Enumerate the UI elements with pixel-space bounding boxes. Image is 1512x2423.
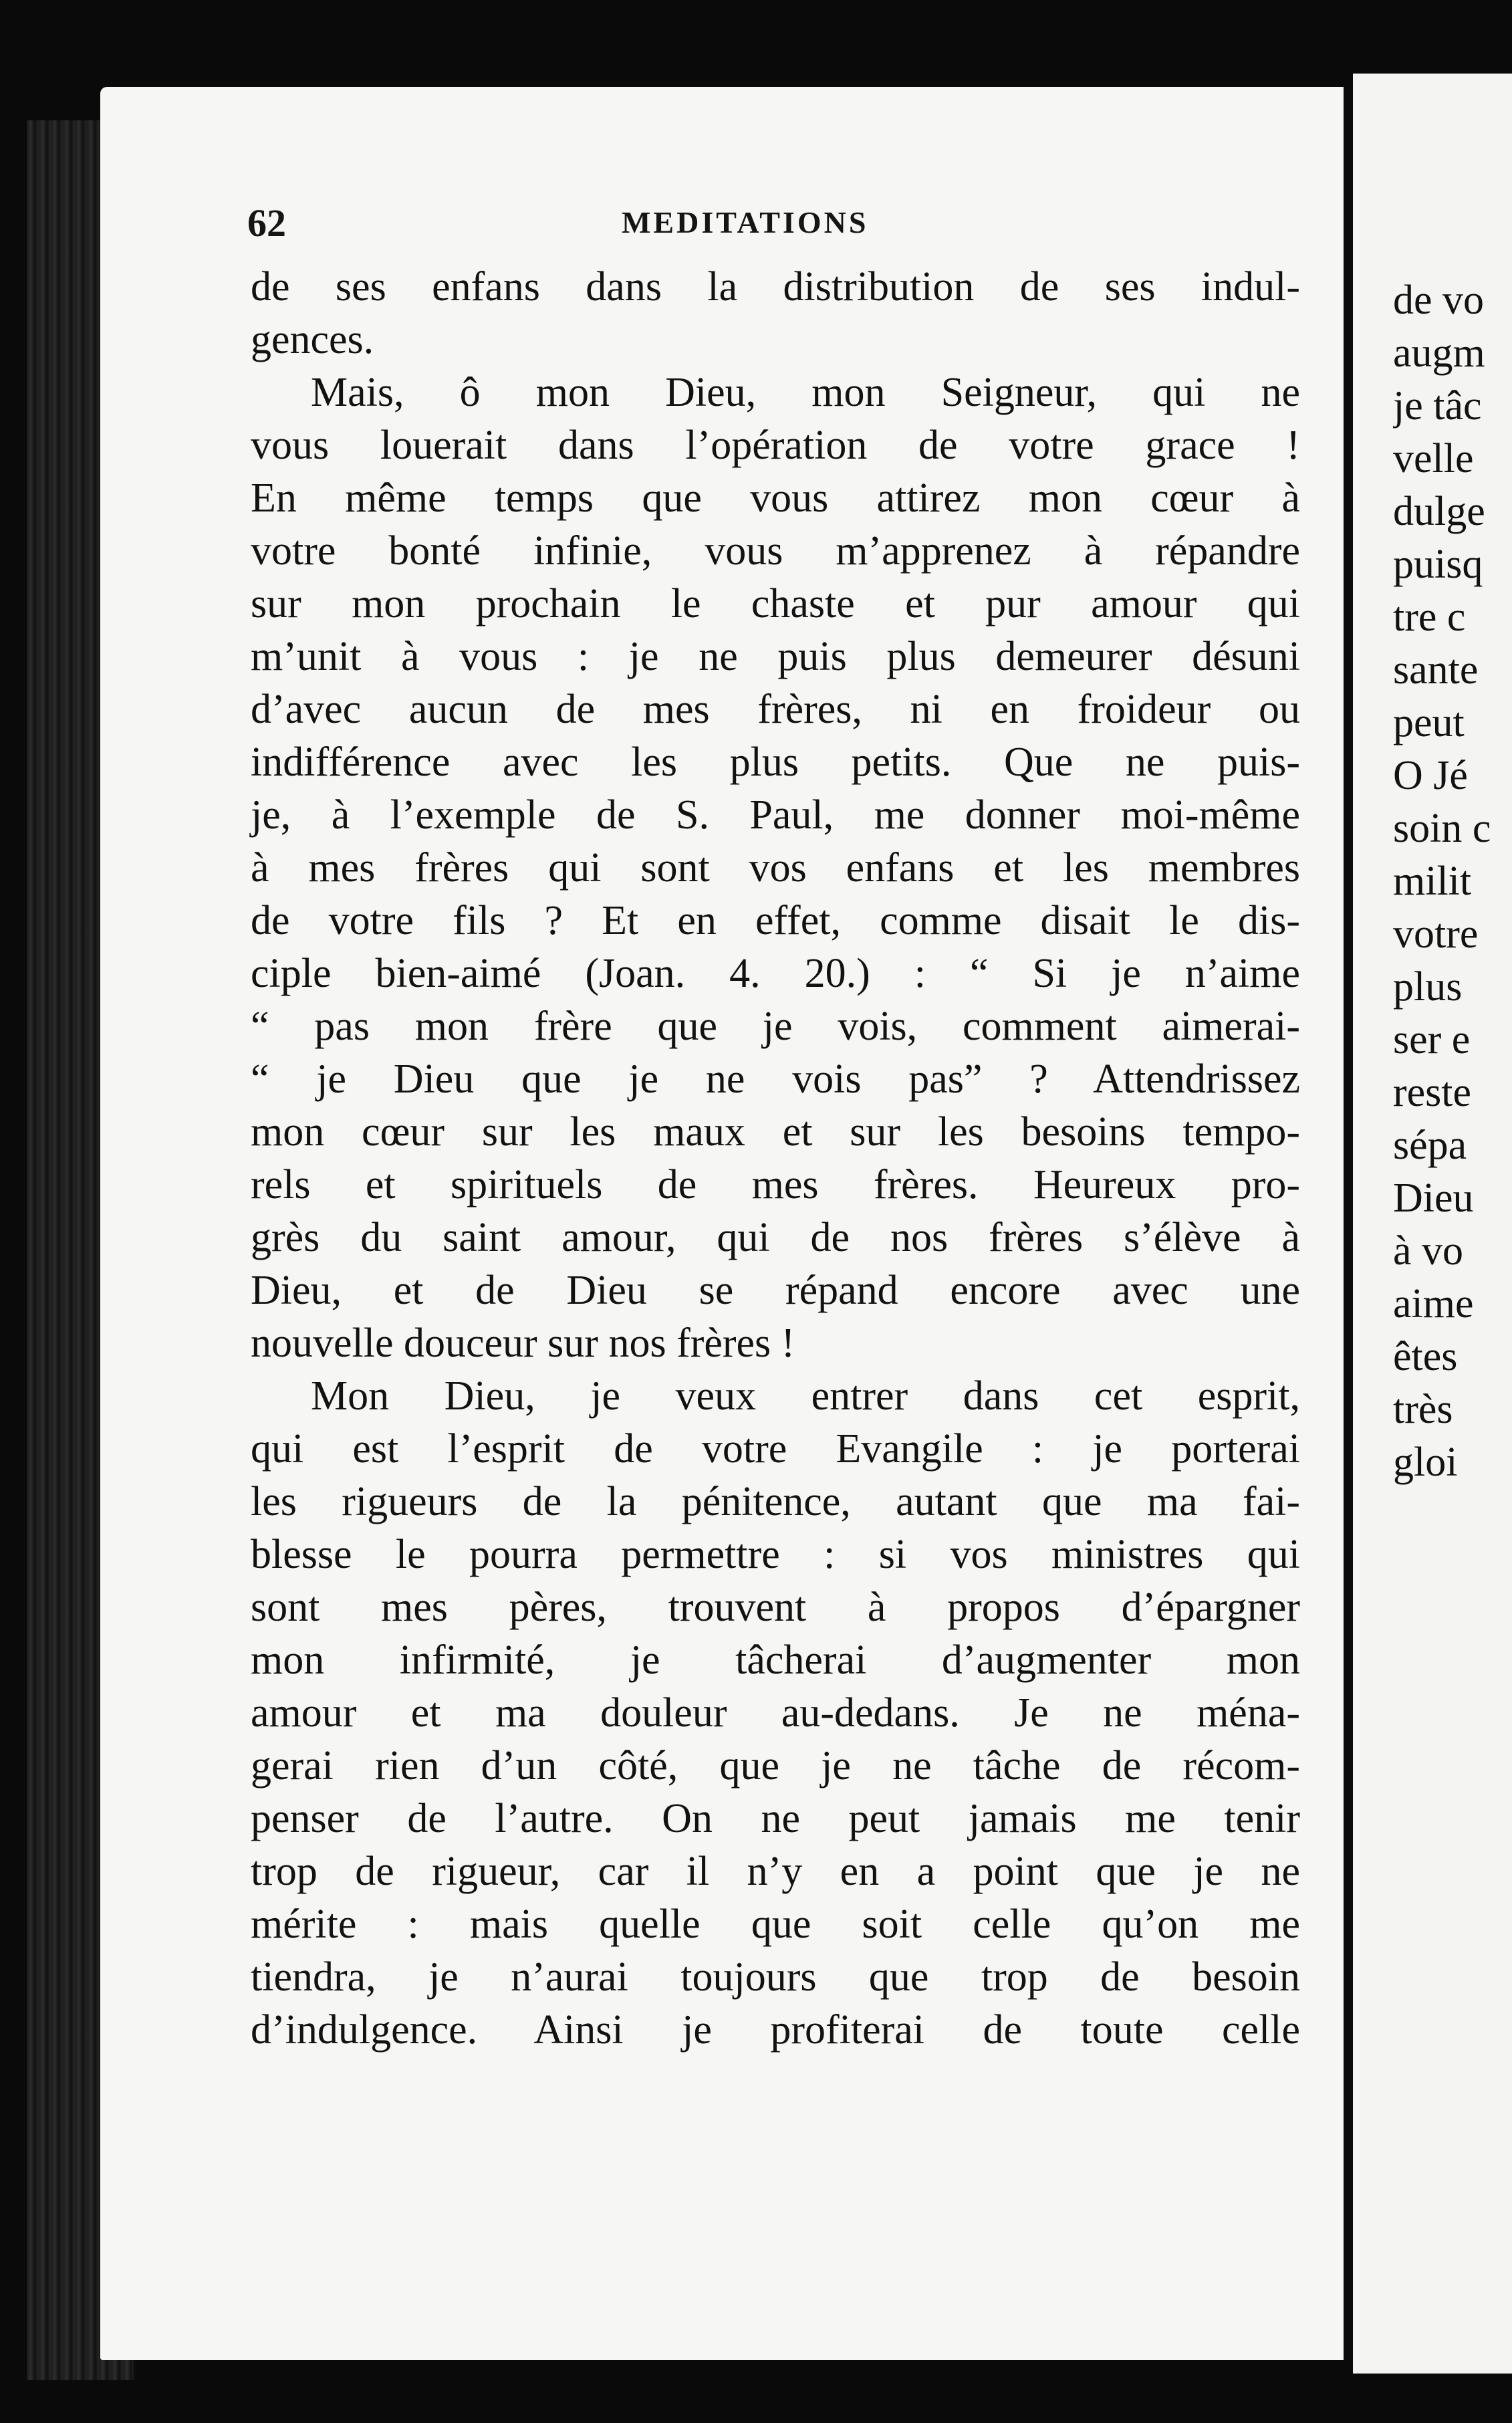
text-line: penser de l’autre. On ne peut jamais me tenir — [251, 1796, 1300, 1841]
text-line: mérite : mais quelle que soit celle qu’on me — [251, 1901, 1300, 1947]
facing-text-line: puisq — [1393, 542, 1483, 587]
text-line: En même temps que vous attirez mon cœur à — [251, 475, 1300, 521]
facing-page-text — [1393, 274, 1512, 1489]
text-line: m’unit à vous : je ne puis plus demeurer désuni — [251, 634, 1300, 679]
facing-text-line: votre — [1393, 911, 1479, 957]
text-line: gences. — [251, 317, 374, 362]
text-line: gerai rien d’un côté, que je ne tâche de récom- — [251, 1743, 1300, 1789]
text-line: Dieu, et de Dieu se répand encore avec une — [251, 1268, 1300, 1313]
facing-text-line: dulge — [1393, 489, 1485, 534]
text-line: de ses enfans dans la distribution de ses indul- — [251, 264, 1300, 310]
facing-text-line: Dieu — [1393, 1175, 1474, 1221]
facing-text-line: sépa — [1393, 1123, 1467, 1168]
text-line: Mon Dieu, je veux entrer dans cet esprit, — [311, 1373, 1300, 1419]
facing-text-line: ser e — [1393, 1017, 1471, 1062]
text-line: rels et spirituels de mes frères. Heureux pro- — [251, 1162, 1300, 1207]
text-line: blesse le pourra permettre : si vos ministres qui — [251, 1532, 1300, 1577]
text-line: sont mes pères, trouvent à propos d’épargner — [251, 1585, 1300, 1630]
facing-text-line: gloi — [1393, 1439, 1458, 1485]
text-line: votre bonté infinie, vous m’apprenez à répandre — [251, 528, 1300, 574]
text-line: mon cœur sur les maux et sur les besoins tempo- — [251, 1109, 1300, 1155]
page-gutter — [1344, 87, 1353, 2360]
page-number: 62 — [247, 201, 286, 245]
facing-text-line: augm — [1393, 330, 1485, 376]
text-line: “ pas mon frère que je vois, comment aimerai- — [251, 1004, 1300, 1049]
facing-text-line: de vo — [1393, 277, 1485, 323]
facing-text-line: je tâc — [1393, 383, 1482, 429]
facing-text-line: velle — [1393, 436, 1474, 481]
text-line: ciple bien-aimé (Joan. 4. 20.) : “ Si je n’aime — [251, 951, 1300, 996]
facing-text-line: tre c — [1393, 594, 1466, 640]
text-line: Mais, ô mon Dieu, mon Seigneur, qui ne — [311, 370, 1300, 415]
running-head-title: MEDITATIONS — [622, 205, 869, 239]
text-line: vous louerait dans l’opération de votre grace ! — [251, 423, 1300, 468]
facing-text-line: peut — [1393, 700, 1465, 745]
text-line: d’avec aucun de mes frères, ni en froideur ou — [251, 687, 1300, 732]
facing-text-line: à vo — [1393, 1228, 1464, 1274]
text-line: amour et ma douleur au-dedans. Je ne ména- — [251, 1690, 1300, 1736]
facing-text-line: O Jé — [1393, 753, 1468, 798]
facing-text-line: reste — [1393, 1070, 1472, 1115]
text-line: tiendra, je n’aurai toujours que trop de besoin — [251, 1954, 1300, 2000]
text-line: de votre fils ? Et en effet, comme disait le dis- — [251, 898, 1300, 943]
text-line: nouvelle douceur sur nos frères ! — [251, 1320, 795, 1366]
facing-text-line: aime — [1393, 1281, 1474, 1326]
text-line: d’indulgence. Ainsi je profiterai de toute celle — [251, 2007, 1300, 2053]
text-line: “ je Dieu que je ne vois pas” ? Attendrissez — [251, 1056, 1300, 1102]
facing-text-line: êtes — [1393, 1334, 1458, 1379]
text-line: qui est l’esprit de votre Evangile : je porterai — [251, 1426, 1300, 1472]
text-line: grès du saint amour, qui de nos frères s’élève à — [251, 1215, 1300, 1260]
facing-text-line: soin c — [1393, 806, 1491, 851]
text-line: mon infirmité, je tâcherai d’augmenter mon — [251, 1637, 1300, 1683]
text-line: je, à l’exemple de S. Paul, me donner moi-même — [251, 792, 1300, 838]
body-text — [251, 261, 1300, 2057]
facing-text-line: milit — [1393, 858, 1472, 904]
text-line: trop de rigueur, car il n’y en a point que je ne — [251, 1849, 1300, 1894]
running-head — [247, 201, 1290, 254]
facing-text-line: plus — [1393, 964, 1463, 1010]
text-line: indifférence avec les plus petits. Que ne puis- — [251, 739, 1300, 785]
facing-text-line: très — [1393, 1387, 1453, 1432]
facing-text-line: sante — [1393, 647, 1479, 693]
text-line: à mes frères qui sont vos enfans et les membres — [251, 845, 1300, 891]
text-line: les rigueurs de la pénitence, autant que ma fai- — [251, 1479, 1300, 1524]
text-line: sur mon prochain le chaste et pur amour qui — [251, 581, 1300, 626]
